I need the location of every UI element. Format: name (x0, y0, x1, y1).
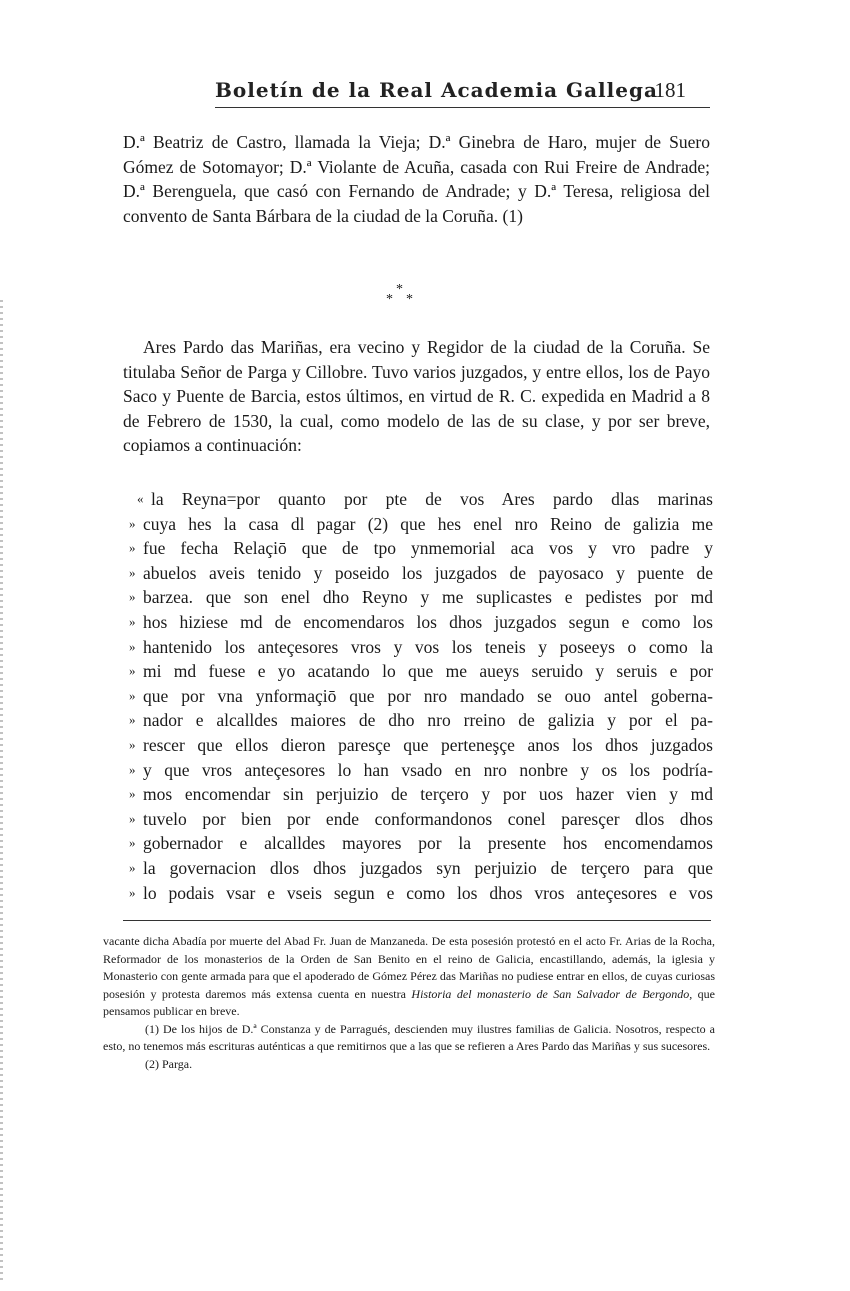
quote-line: » y que vros anteçesores lo han vsado en nro nonbre y os los podría- (123, 758, 713, 783)
asterism-star: * (386, 292, 393, 307)
quote-line: » mos encomendar sin perjuizio de terçero y por uos hazer vien y md (123, 782, 713, 807)
footnote-text: que pensamos publicar en breve. (103, 986, 715, 1018)
quote-line: » hos hiziese md de encomendaros los dhos juzgados segun e como los (123, 610, 713, 635)
page-number: 181 (654, 78, 686, 102)
quote-line: » rescer que ellos dieron paresçe que perteneşçe anos los dhos juzgados (123, 733, 713, 758)
scan-edge-mark (0, 300, 3, 1280)
paragraph-ares-pardo (123, 335, 710, 458)
quote-line: « la Reyna=por quanto por pte de vos Ares pardo dlas marinas (123, 487, 713, 512)
quote-line: » mi md fuese e yo acatando lo que me aueys seruido y seruis e por (123, 659, 713, 684)
royal-decree-quote (123, 487, 713, 905)
quote-line: » la governacion dlos dhos juzgados syn perjuizio de terçero para que (123, 856, 713, 881)
footnote-continuation (103, 933, 715, 1021)
footnote-1: (1) De los hijos de D.ª Constanza y de Parragués, descienden muy ilustres familias de Galicia. Nosotros, respecto a esto, no tenemos más escrituras auténticas a que remitirnos que a las que se refieren a Ares Pardo das Mariñas y sus sucesores. (103, 1021, 715, 1053)
footnote-rule (123, 920, 711, 921)
footnote-text: vacante dicha Abadía por muerte del Abad Fr. Juan de Manzaneda. De esta posesión protestó en el acto Fr. Arias de la Rocha, Reformador de los monasterios de la Orden de San Benito en el reino de Galicia, encastillando, además, la iglesia y Monasterio con gente armada para que el apoderado de Gómez Pérez das Mariñas no pudiese entrar en ellos, de cuyas curiosas posesión y protesta daremos más extensa cuenta en nuestra (103, 934, 715, 1001)
header-rule (215, 107, 710, 108)
running-header (110, 74, 710, 114)
quote-line: » nador e alcalldes maiores de dho nro rreino de galizia y por el pa- (123, 708, 713, 733)
quote-line: » fue fecha Relaçiō que de tpo ynmemorial aca vos y vro padre y (123, 536, 713, 561)
quote-line: » lo podais vsar e vseis segun e como los dhos vros anteçesores e vos (123, 881, 713, 906)
quote-line: » barzea. que son enel dho Reyno y me suplicastes e pedistes por md (123, 585, 713, 610)
book-title: Historia del monasterio de San Salvador de Bergondo, (411, 986, 693, 1001)
asterism-star: * (406, 292, 413, 307)
quote-line: » que por vna ynformaçiō que por nro mandado se ouo antel goberna- (123, 684, 713, 709)
quote-line: » gobernador e alcalldes mayores por la presente hos encomendamos (123, 831, 713, 856)
quote-line: » abuelos aveis tenido y poseido los juzgados de payosaco y puente de (123, 561, 713, 586)
paragraph-text: Ares Pardo das Mariñas, era vecino y Regidor de la ciudad de la Coruña. Se titulaba Señor de Parga y Cillobre. Tuvo varios juzgados, y entre ellos, los de Payo Saco y Puente de Barcia, estos últimos, en virtud de R. C. expedida en Madrid a 8 de Febrero de 1530, la cual, como modelo de las de su clase, y por ser breve, copiamos a continuación: (123, 337, 710, 455)
footnotes (103, 933, 715, 1073)
paragraph-text: D.ª Beatriz de Castro, llamada la Vieja; D.ª Ginebra de Haro, mujer de Suero Gómez de Sotomayor; D.ª Violante de Acuña, casada con Rui Freire de Andrade; D.ª Berenguela, que casó con Fernando de Andrade; y D.ª Teresa, religiosa del convento de Santa Bárbara de la ciudad de la Coruña. (1) (123, 132, 710, 226)
journal-title: Boletín de la Real Academia Gallega (215, 78, 658, 102)
asterism-star: * (396, 282, 403, 297)
section-asterism (380, 282, 420, 312)
quote-line: » hantenido los anteçesores vros y vos los teneis y poseeys o como la (123, 635, 713, 660)
quote-line: » cuya hes la casa dl pagar (2) que hes enel nro Reino de galizia me (123, 512, 713, 537)
paragraph-daughters (123, 130, 710, 228)
quote-line: » tuvelo por bien por ende conformandonos conel paresçer dlos dhos (123, 807, 713, 832)
footnote-2: (2) Parga. (145, 1056, 193, 1071)
